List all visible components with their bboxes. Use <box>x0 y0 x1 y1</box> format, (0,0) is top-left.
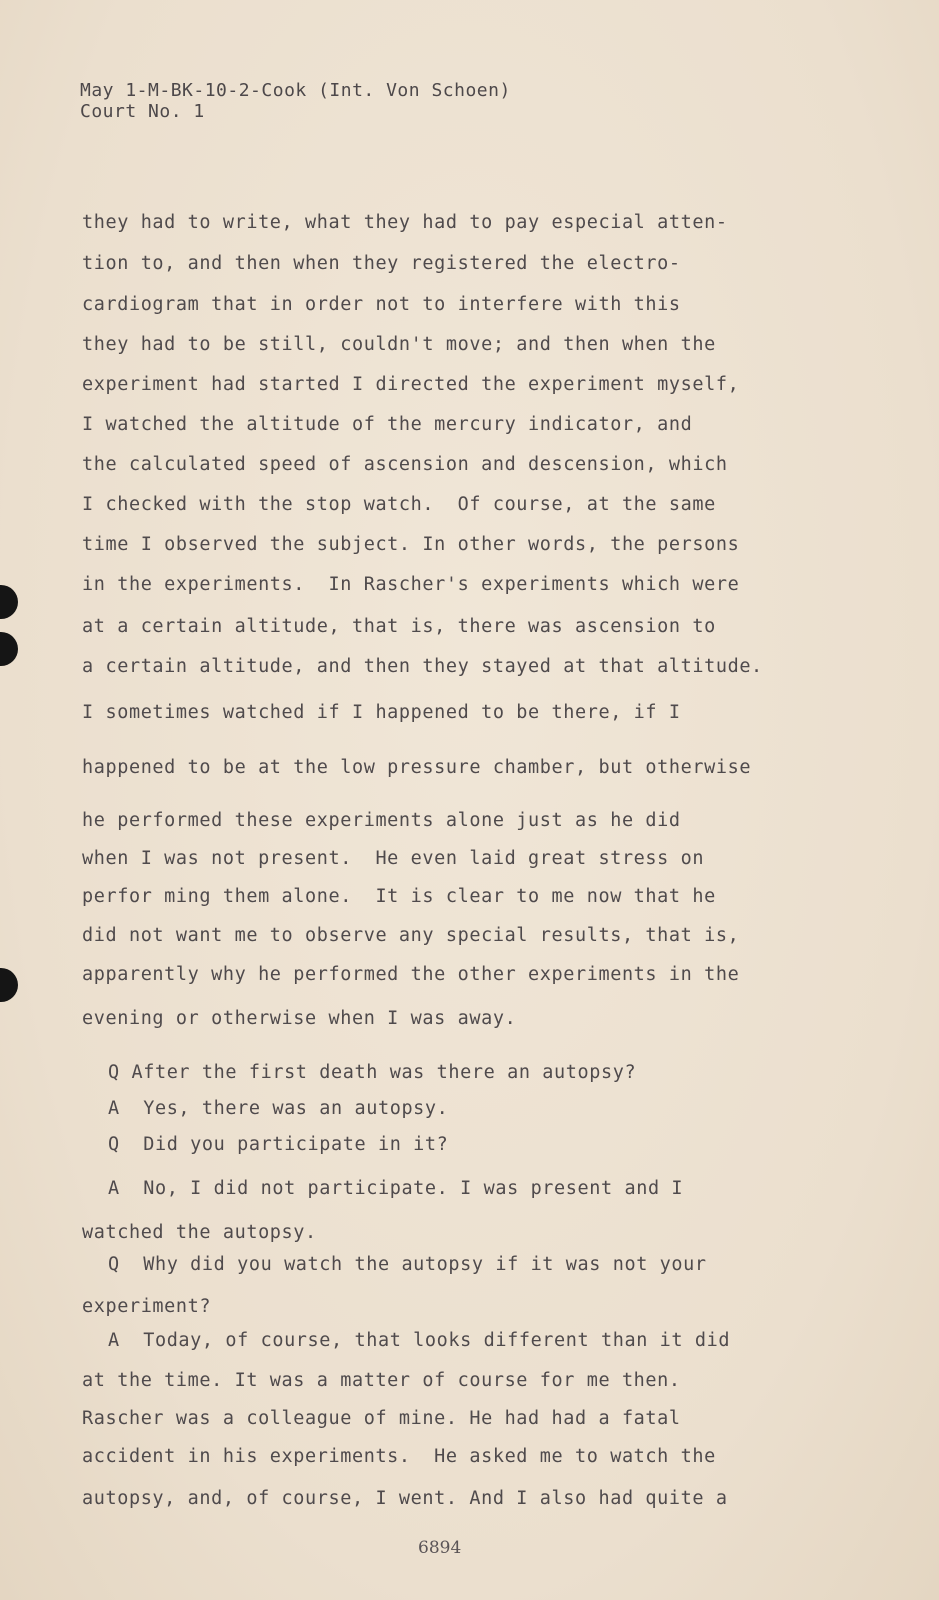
text-line: watched the autopsy. <box>82 1222 317 1243</box>
binding-hole <box>0 585 18 619</box>
text-line: happened to be at the low pressure chamber, but otherwise <box>82 757 752 778</box>
text-line: at the time. It was a matter of course for me then. <box>82 1370 681 1391</box>
page-number: 6894 <box>418 1538 462 1558</box>
binding-hole <box>0 632 18 666</box>
binding-hole <box>0 968 18 1002</box>
text-line: at a certain altitude, that is, there was ascension to <box>82 616 716 637</box>
text-line: I sometimes watched if I happened to be there, if I <box>82 702 681 723</box>
text-line: they had to write, what they had to pay especial atten- <box>82 212 728 233</box>
text-line: cardiogram that in order not to interfere with this <box>82 294 681 315</box>
document-header <box>80 80 511 122</box>
text-line: accident in his experiments. He asked me to watch the <box>82 1446 716 1467</box>
text-line: apparently why he performed the other experiments in the <box>82 964 740 985</box>
answer-line: A No, I did not participate. I was present and I <box>108 1178 684 1199</box>
question-line: Q After the first death was there an autopsy? <box>108 1062 637 1083</box>
answer-line: A Yes, there was an autopsy. <box>108 1098 449 1119</box>
answer-line: A Today, of course, that looks different than it did <box>108 1330 731 1351</box>
text-line: experiment? <box>82 1296 212 1317</box>
question-line: Q Did you participate in it? <box>108 1134 449 1155</box>
text-line: experiment had started I directed the experiment myself, <box>82 374 740 395</box>
text-line: tion to, and then when they registered the electro- <box>82 253 681 274</box>
text-line: autopsy, and, of course, I went. And I also had quite a <box>82 1488 728 1509</box>
text-line: did not want me to observe any special results, that is, <box>82 925 740 946</box>
text-line: the calculated speed of ascension and descension, which <box>82 454 728 475</box>
text-line: evening or otherwise when I was away. <box>82 1008 517 1029</box>
text-line: Rascher was a colleague of mine. He had had a fatal <box>82 1408 681 1429</box>
text-line: a certain altitude, and then they stayed at that altitude. <box>82 656 763 677</box>
text-line: perfor ming them alone. It is clear to me now that he <box>82 886 716 907</box>
text-line: in the experiments. In Rascher's experiments which were <box>82 574 740 595</box>
text-line: I checked with the stop watch. Of course, at the same <box>82 494 716 515</box>
text-line: he performed these experiments alone just as he did <box>82 810 681 831</box>
header-court-line: Court No. 1 <box>80 101 205 122</box>
text-line: I watched the altitude of the mercury indicator, and <box>82 414 693 435</box>
question-line: Q Why did you watch the autopsy if it was not your <box>108 1254 707 1275</box>
header-reference-line: May 1-M-BK-10-2-Cook (Int. Von Schoen) <box>80 80 511 101</box>
text-line: they had to be still, couldn't move; and then when the <box>82 334 716 355</box>
text-line: time I observed the subject. In other words, the persons <box>82 534 740 555</box>
text-line: when I was not present. He even laid great stress on <box>82 848 705 869</box>
